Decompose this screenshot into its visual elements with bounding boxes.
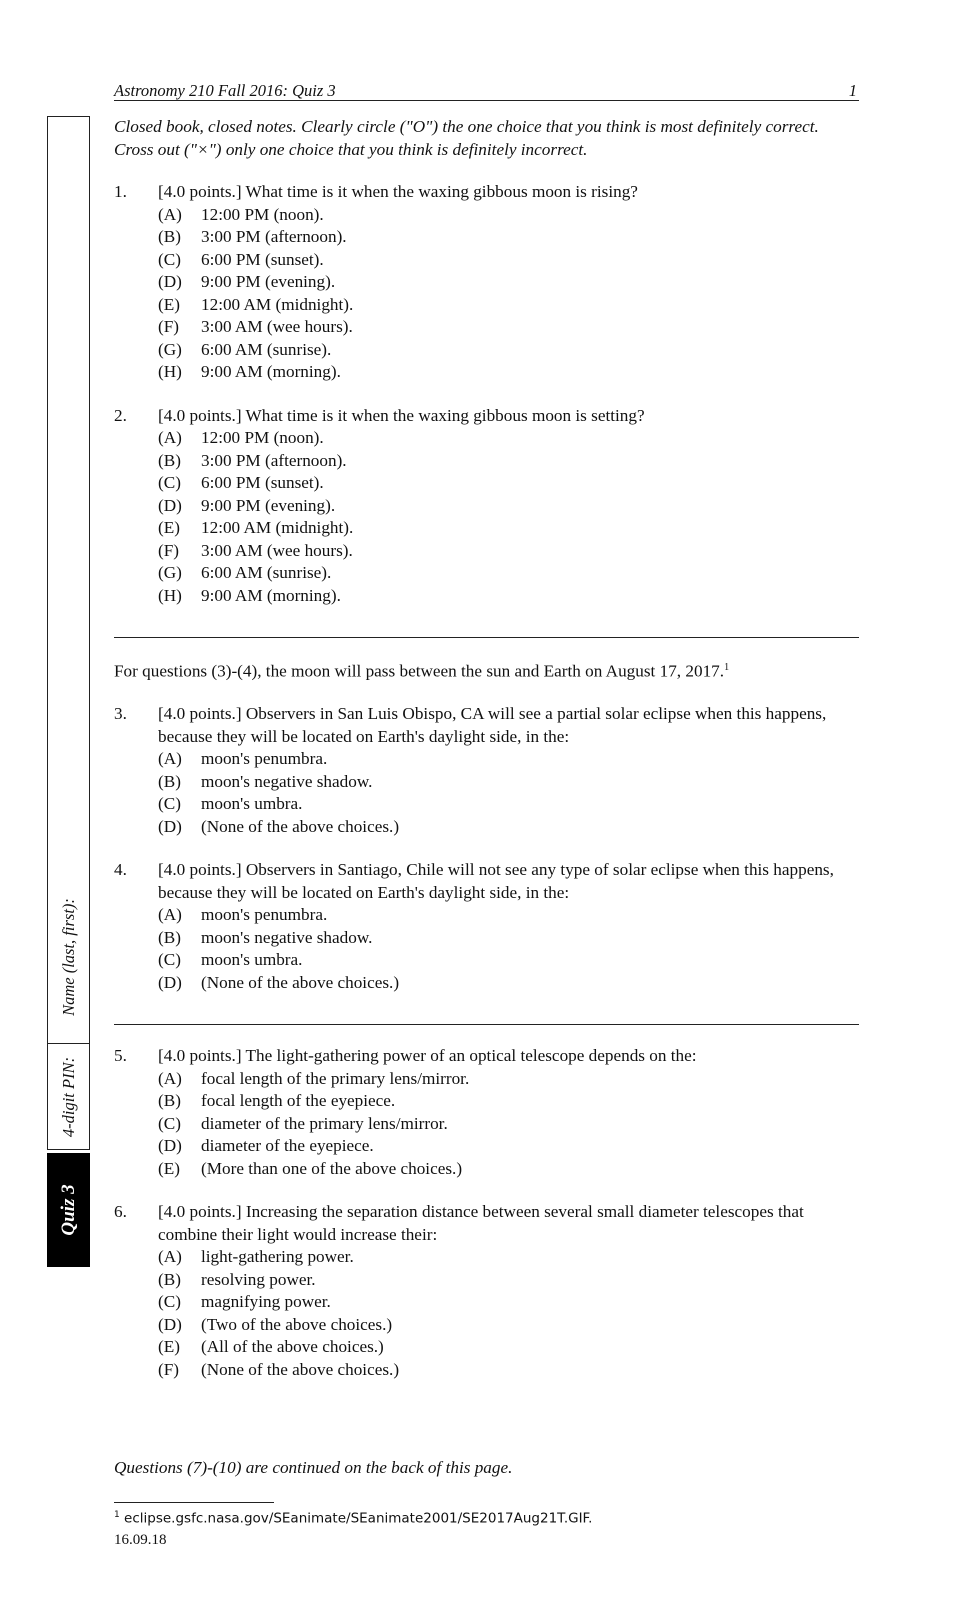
choice-letter: (B) (158, 771, 181, 791)
choice-text: (Two of the above choices.) (201, 1314, 393, 1334)
choice-text: 9:00 PM (evening). (201, 272, 336, 291)
answer-choices (158, 748, 859, 838)
answer-choice[interactable] (158, 495, 859, 518)
name-field-label: Name (last, first): (58, 898, 78, 1016)
course-title: Astronomy 210 Fall 2016: Quiz 3 (114, 81, 336, 100)
answer-choice[interactable] (158, 204, 859, 227)
choice-text: 12:00 PM (noon). (201, 428, 324, 447)
choice-letter: (D) (158, 495, 182, 515)
choice-text: diameter of the eyepiece. (201, 1136, 374, 1156)
choice-letter: (B) (158, 1269, 181, 1289)
choice-text: diameter of the primary lens/mirror. (201, 1113, 448, 1133)
question-3 (114, 703, 859, 838)
name-pin-box (47, 116, 90, 1236)
eclipse-intro (114, 657, 859, 683)
choice-letter: (B) (158, 227, 181, 246)
answer-choice[interactable] (158, 904, 859, 927)
choice-letter: (H) (158, 585, 182, 605)
choice-text: 12:00 AM (midnight). (201, 518, 354, 537)
answer-choice[interactable] (158, 1246, 859, 1269)
question-text: [4.0 points.] What time is it when the waxing gibbous moon is rising? (158, 182, 638, 201)
choice-text: (More than one of the above choices.) (201, 1158, 463, 1178)
footnote-marker: 1 (724, 662, 730, 673)
field-divider (48, 1043, 89, 1044)
question-6 (114, 1201, 859, 1381)
choice-letter: (E) (158, 1158, 180, 1178)
choice-letter: (A) (158, 1247, 182, 1267)
choice-text: (None of the above choices.) (201, 972, 400, 992)
question-2 (114, 405, 859, 608)
choice-letter: (E) (158, 294, 180, 314)
choice-text: (None of the above choices.) (201, 1359, 400, 1379)
section-divider (114, 1024, 859, 1025)
choice-letter: (C) (158, 473, 181, 492)
question-text: [4.0 points.] Increasing the separation distance between several small diameter telescopes that combine their light would increase their: (158, 1202, 804, 1244)
answer-choice[interactable] (158, 339, 859, 362)
answer-choice[interactable] (158, 1135, 859, 1158)
choice-text: resolving power. (201, 1269, 316, 1289)
choice-text: focal length of the primary lens/mirror. (201, 1068, 470, 1088)
choice-text: (All of the above choices.) (201, 1337, 384, 1357)
answer-choice[interactable] (158, 249, 859, 272)
answer-choice[interactable] (158, 585, 859, 608)
section-divider (114, 637, 859, 638)
answer-choice[interactable] (158, 1359, 859, 1382)
choice-text: 12:00 AM (midnight). (201, 294, 354, 314)
answer-choice[interactable] (158, 472, 859, 495)
choice-letter: (A) (158, 749, 182, 769)
choice-letter: (G) (158, 563, 182, 582)
question-text: [4.0 points.] What time is it when the waxing gibbous moon is setting? (158, 405, 645, 425)
choice-letter: (A) (158, 204, 182, 224)
choice-text: 9:00 PM (evening). (201, 495, 336, 515)
choice-letter: (A) (158, 1068, 182, 1088)
choice-letter: (A) (158, 428, 182, 447)
choice-letter: (C) (158, 1292, 181, 1312)
choice-text: moon's negative shadow. (201, 927, 373, 947)
choice-text: moon's umbra. (201, 794, 303, 814)
choice-text: 6:00 AM (sunrise). (201, 339, 332, 359)
answer-choice[interactable] (158, 562, 859, 585)
answer-choice[interactable] (158, 949, 859, 972)
answer-choice[interactable] (158, 361, 859, 384)
question-1 (114, 181, 859, 384)
choice-letter: (D) (158, 272, 182, 291)
page-number: 1 (848, 81, 857, 100)
choice-letter: (D) (158, 816, 182, 836)
answer-choice[interactable] (158, 427, 859, 450)
pin-field-label: 4-digit PIN: (58, 1056, 78, 1138)
answer-choice[interactable] (158, 540, 859, 563)
choice-text: moon's penumbra. (201, 749, 328, 769)
choice-text: moon's negative shadow. (201, 771, 373, 791)
answer-choice[interactable] (158, 1113, 859, 1136)
answer-choice[interactable] (158, 1269, 859, 1292)
choice-letter: (B) (158, 927, 181, 947)
eclipse-intro-text: For questions (3)-(4), the moon will pass between the sun and Earth on August 17, 2017. (114, 661, 725, 681)
answer-choices (158, 204, 859, 384)
choice-text: 9:00 AM (morning). (201, 585, 341, 605)
choice-letter: (D) (158, 1136, 182, 1156)
question-text: [4.0 points.] Observers in Santiago, Chile will not see any type of solar eclipse when this happens, because they will be located on Earth's daylight side, in the: (158, 860, 834, 902)
choice-text: 3:00 PM (afternoon). (201, 450, 347, 470)
page-header (114, 80, 859, 101)
answer-choice[interactable] (158, 1336, 859, 1359)
answer-choice[interactable] (158, 450, 859, 473)
choice-text: 12:00 PM (noon). (201, 204, 324, 224)
question-text: [4.0 points.] The light-gathering power of an optical telescope depends on the: (158, 1046, 697, 1066)
answer-choices (158, 1068, 859, 1181)
answer-choice[interactable] (158, 1314, 859, 1337)
instructions: Closed book, closed notes. Clearly circle ("O") the one choice that you think is most definitely correct. Cross out ("×") only one choice that you think is definitely incorrect. (114, 117, 819, 159)
question-number: 1. (114, 182, 127, 201)
choice-letter: (G) (158, 339, 182, 359)
choice-letter: (C) (158, 950, 181, 970)
answer-choice[interactable] (158, 294, 859, 317)
answer-choice[interactable] (158, 316, 859, 339)
choice-text: 6:00 PM (sunset). (201, 249, 324, 269)
answer-choices (158, 1246, 859, 1381)
choice-letter: (F) (158, 1359, 180, 1379)
choice-letter: (E) (158, 518, 180, 537)
quiz-content (114, 116, 859, 1381)
choice-letter: (E) (158, 1337, 180, 1357)
choice-letter: (B) (158, 450, 181, 470)
answer-choice[interactable] (158, 517, 859, 540)
choice-letter: (D) (158, 1314, 182, 1334)
choice-text: focal length of the eyepiece. (201, 1091, 396, 1111)
continued-note: Questions (7)-(10) are continued on the back of this page. (114, 1458, 513, 1477)
choice-text: moon's umbra. (201, 950, 303, 970)
question-number: 3. (114, 704, 127, 724)
quiz-label: Quiz 3 (57, 1184, 79, 1236)
question-4 (114, 859, 859, 994)
choice-text: 6:00 AM (sunrise). (201, 563, 332, 582)
answer-choice[interactable] (158, 271, 859, 294)
choice-text: moon's penumbra. (201, 905, 328, 925)
answer-choice[interactable] (158, 793, 859, 816)
choice-text: magnifying power. (201, 1292, 331, 1312)
answer-choice[interactable] (158, 771, 859, 794)
answer-choice[interactable] (158, 748, 859, 771)
choice-text: 9:00 AM (morning). (201, 362, 341, 381)
footnote-number: 1 (114, 1510, 120, 1520)
choice-text: 6:00 PM (sunset). (201, 473, 324, 492)
choice-letter: (F) (158, 540, 180, 560)
answer-choice[interactable] (158, 927, 859, 950)
question-number: 6. (114, 1202, 127, 1222)
answer-choice[interactable] (158, 1068, 859, 1091)
choice-letter: (A) (158, 905, 182, 925)
choice-text: 3:00 AM (wee hours). (201, 317, 353, 336)
answer-choices (158, 904, 859, 994)
choice-text: 3:00 PM (afternoon). (201, 227, 347, 246)
answer-choice[interactable] (158, 1090, 859, 1113)
choice-text: 3:00 AM (wee hours). (201, 540, 353, 560)
answer-choice[interactable] (158, 972, 859, 995)
answer-choice[interactable] (158, 816, 859, 839)
answer-choice[interactable] (158, 1291, 859, 1314)
question-number: 2. (114, 405, 127, 425)
choice-letter: (B) (158, 1091, 181, 1111)
question-5 (114, 1045, 859, 1180)
question-number: 5. (114, 1046, 127, 1066)
question-number: 4. (114, 860, 127, 880)
choice-text: light-gathering power. (201, 1247, 354, 1267)
answer-choice[interactable] (158, 1158, 859, 1181)
choice-letter: (H) (158, 362, 182, 381)
choice-letter: (C) (158, 1113, 181, 1133)
choice-letter: (C) (158, 794, 181, 814)
choice-text: (None of the above choices.) (201, 816, 400, 836)
footnote-text: eclipse.gsfc.nasa.gov/SEanimate/SEanimate2001/SE2017Aug21T.GIF. (124, 1510, 593, 1527)
footnote (114, 1510, 592, 1527)
choice-letter: (C) (158, 249, 181, 269)
choice-letter: (D) (158, 972, 182, 992)
question-text: [4.0 points.] Observers in San Luis Obispo, CA will see a partial solar eclipse when this happens, because they will be located on Earth's daylight side, in the: (158, 704, 827, 746)
choice-letter: (F) (158, 317, 180, 336)
quiz-label-box (47, 1153, 90, 1267)
footnote-divider (114, 1502, 274, 1503)
version-date: 16.09.18 (114, 1532, 167, 1548)
answer-choice[interactable] (158, 226, 859, 249)
answer-choices (158, 427, 859, 607)
